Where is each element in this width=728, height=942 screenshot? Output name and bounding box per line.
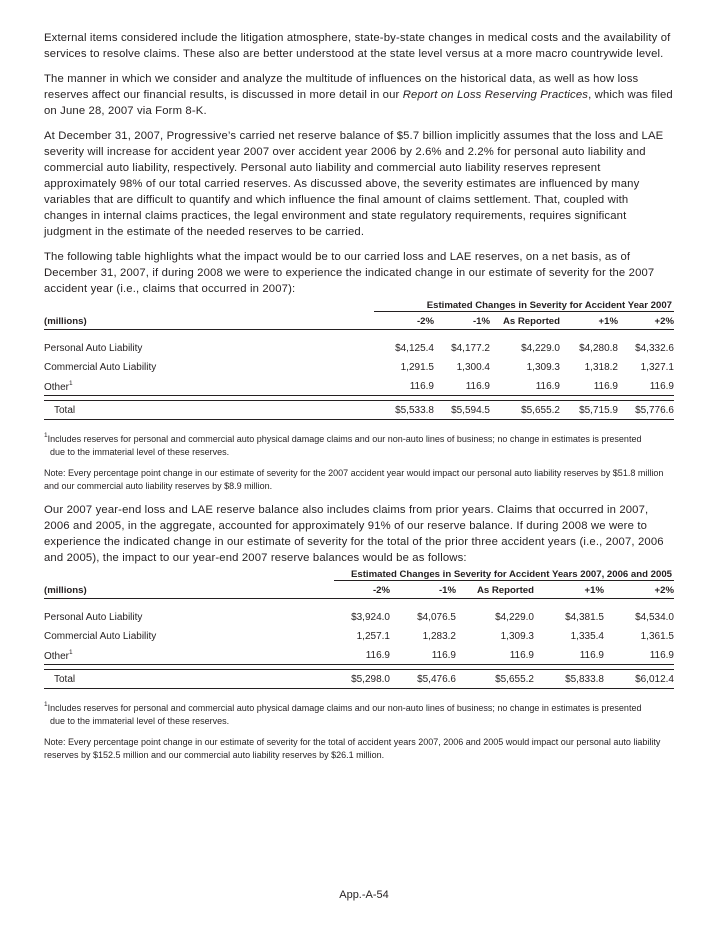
table-cell: 1,327.1 bbox=[640, 362, 674, 373]
table-row bbox=[44, 599, 674, 628]
table-cell: $4,381.5 bbox=[565, 612, 604, 623]
paragraph-loss-reserving-part2: , which was filed on June 28, 2007 via Form 8-K. bbox=[44, 89, 673, 117]
table-cell: 116.9 bbox=[456, 646, 534, 665]
table-header-row bbox=[44, 581, 674, 599]
footnote-number: 1 bbox=[44, 432, 48, 439]
table-supertitle-row bbox=[44, 568, 674, 581]
column-header: -2% bbox=[374, 312, 434, 330]
table-cell: $4,229.0 bbox=[521, 343, 560, 354]
total-cell: $5,715.9 bbox=[560, 401, 618, 420]
row-label: Commercial Auto Liability bbox=[44, 631, 157, 642]
table-cell: 1,257.1 bbox=[356, 631, 390, 642]
column-header: As Reported bbox=[490, 312, 560, 330]
table-row bbox=[44, 358, 674, 377]
table2-note: Note: Every percentage point change in our estimate of severity for the total of accident years 2007, 2006 and 2005 would impact our personal auto liability reserves by $152.5 million and our commercial auto liability reserves by $26.1 million. bbox=[44, 737, 661, 760]
severity-table-2007-2006-2005 bbox=[44, 568, 674, 689]
column-header: -1% bbox=[390, 581, 456, 599]
table-supertitle-row bbox=[44, 299, 674, 312]
footnote-text-line1: Includes reserves for personal and commercial auto physical damage claims and our non-auto lines of business; no change in estimates is presented bbox=[47, 434, 642, 444]
table-cell: 116.9 bbox=[490, 377, 560, 396]
column-header: +1% bbox=[560, 312, 618, 330]
table-cell: 1,309.3 bbox=[526, 362, 560, 373]
total-cell: $5,533.8 bbox=[374, 401, 434, 420]
column-header: -2% bbox=[334, 581, 390, 599]
table-cell: 1,335.4 bbox=[570, 631, 604, 642]
total-cell: $5,476.6 bbox=[390, 670, 456, 689]
row-label: Personal Auto Liability bbox=[44, 612, 143, 623]
table-cell: $4,177.2 bbox=[451, 343, 490, 354]
table-total-row bbox=[44, 670, 674, 689]
table1-footnote bbox=[44, 429, 674, 459]
table-cell: $4,280.8 bbox=[579, 343, 618, 354]
paragraph-reserve-balance: At December 31, 2007, Progressive’s carried net reserve balance of $5.7 billion implicitly assumes that the loss and LAE severity will increase for accident year 2007 over accident year 2006 by 2.6% and 2.2% for personal auto liability and commercial auto liability, respectively. Personal auto liability and commercial auto liability reserves represent approximately 98% of our total carried reserves. As discussed above, the severity estimates are influenced by many variables that are difficult to quantify and which influence the final amount of claims settlement. That, coupled with changes in internal claims practices, the legal environment and state regulatory requirements, requires significant judgment in the estimate of the needed reserves to be carried. bbox=[44, 130, 664, 238]
row-label bbox=[44, 646, 334, 665]
paragraph-loss-reserving bbox=[44, 71, 674, 119]
table-cell: 116.9 bbox=[618, 377, 674, 396]
paragraph-table-intro: The following table highlights what the impact would be to our carried loss and LAE reserves, on a net basis, as of December 31, 2007, if during 2008 we were to experience the indicated change in our estimate of severity for the 2007 accident year (i.e., claims that occurred in 2007): bbox=[44, 251, 655, 295]
table-total-row bbox=[44, 401, 674, 420]
table-cell: 1,318.2 bbox=[584, 362, 618, 373]
table-cell: 116.9 bbox=[534, 646, 604, 665]
table-row bbox=[44, 646, 674, 665]
footnote-number: 1 bbox=[44, 701, 48, 708]
table-cell: 1,283.2 bbox=[422, 631, 456, 642]
footnote-text-line2: due to the immaterial level of these reserves. bbox=[50, 447, 230, 457]
table-supertitle: Estimated Changes in Severity for Accident Years 2007, 2006 and 2005 bbox=[334, 568, 674, 581]
report-title: Report on Loss Reserving Practices bbox=[402, 89, 589, 101]
paragraph-prior-years: Our 2007 year-end loss and LAE reserve balance also includes claims from prior years. Claims that occurred in 2007, 2006 and 2005, in the aggregate, accounted for approximately 91% of our reserve balance. If during 2008 we were to experience the indicated change in our estimate of severity for the total of the prior three accident years (i.e., 2007, 2006 and 2005), the impact to our year-end 2007 reserve balances would be as follows: bbox=[44, 504, 664, 564]
column-header: +2% bbox=[604, 581, 674, 599]
footnote-marker: 1 bbox=[69, 648, 73, 656]
footnote-text-line1: Includes reserves for personal and commercial auto physical damage claims and our non-auto lines of business; no change in estimates is presented bbox=[47, 703, 642, 713]
total-cell: $5,776.6 bbox=[618, 401, 674, 420]
table-cell: 116.9 bbox=[334, 646, 390, 665]
total-cell: $5,655.2 bbox=[456, 670, 534, 689]
table-cell: 116.9 bbox=[434, 377, 490, 396]
table-row bbox=[44, 627, 674, 646]
table-cell: 116.9 bbox=[560, 377, 618, 396]
table2-footnote bbox=[44, 698, 674, 728]
total-cell: $5,655.2 bbox=[490, 401, 560, 420]
table-cell: 1,291.5 bbox=[400, 362, 434, 373]
table-cell: 1,300.4 bbox=[456, 362, 490, 373]
total-label: Total bbox=[44, 401, 374, 420]
row-label-text: Other bbox=[44, 650, 70, 662]
table-cell: $4,534.0 bbox=[635, 612, 674, 623]
row-label: Personal Auto Liability bbox=[44, 343, 143, 354]
row-label-text: Other bbox=[44, 381, 70, 393]
total-label: Total bbox=[44, 670, 334, 689]
row-label bbox=[44, 377, 374, 396]
column-header: -1% bbox=[434, 312, 490, 330]
table1-note: Note: Every percentage point change in our estimate of severity for the 2007 accident year would impact our personal auto liability reserves by $51.8 million and our commercial auto liability reserves by $8.9 million. bbox=[44, 468, 664, 491]
paragraph-loss-reserving-part1: The manner in which we consider and analyze the multitude of influences on the historical data, as well as how loss reserves affect our financial results, is discussed in more detail in our bbox=[44, 73, 639, 101]
table-cell: $4,332.6 bbox=[635, 343, 674, 354]
row-label: Commercial Auto Liability bbox=[44, 362, 157, 373]
table-cell: $3,924.0 bbox=[351, 612, 390, 623]
page-number: App.-A-54 bbox=[339, 889, 389, 901]
table-cell: $4,125.4 bbox=[395, 343, 434, 354]
total-cell: $5,833.8 bbox=[534, 670, 604, 689]
footnote-marker: 1 bbox=[69, 379, 73, 387]
severity-table-2007 bbox=[44, 299, 674, 420]
table-row bbox=[44, 377, 674, 396]
total-cell: $5,594.5 bbox=[434, 401, 490, 420]
total-cell: $5,298.0 bbox=[334, 670, 390, 689]
table-cell: 1,309.3 bbox=[500, 631, 534, 642]
column-header: +1% bbox=[534, 581, 604, 599]
column-header: (millions) bbox=[44, 581, 334, 599]
table-row bbox=[44, 330, 674, 359]
table-cell: 116.9 bbox=[604, 646, 674, 665]
column-header: (millions) bbox=[44, 312, 374, 330]
footnote-text-line2: due to the immaterial level of these reserves. bbox=[50, 716, 230, 726]
total-cell: $6,012.4 bbox=[604, 670, 674, 689]
paragraph-external-items: External items considered include the litigation atmosphere, state-by-state changes in medical costs and the availability of services to resolve claims. These also are better understood at the state level versus at a more macro countrywide level. bbox=[44, 32, 671, 60]
table-cell: 1,361.5 bbox=[640, 631, 674, 642]
table-cell: 116.9 bbox=[390, 646, 456, 665]
table-cell: 116.9 bbox=[374, 377, 434, 396]
table-supertitle: Estimated Changes in Severity for Accident Year 2007 bbox=[374, 299, 674, 312]
table-header-row bbox=[44, 312, 674, 330]
table-cell: $4,076.5 bbox=[417, 612, 456, 623]
column-header: +2% bbox=[618, 312, 674, 330]
column-header: As Reported bbox=[456, 581, 534, 599]
document-page bbox=[44, 30, 674, 771]
table-cell: $4,229.0 bbox=[495, 612, 534, 623]
